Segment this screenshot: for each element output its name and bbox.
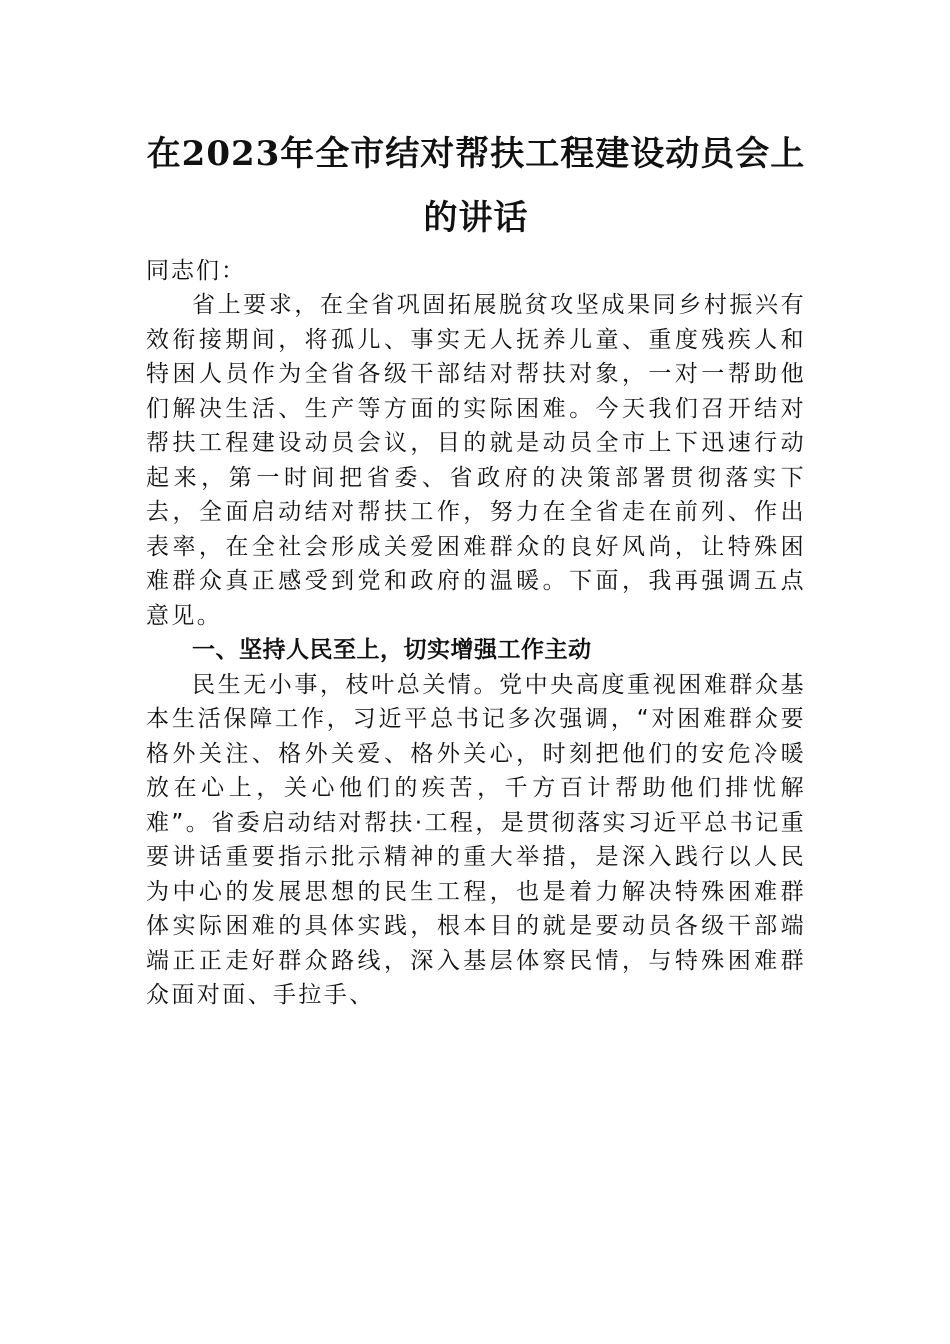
title-line-1: 在2023年全市结对帮扶工程建设动员会上 (146, 134, 806, 174)
document-title (146, 122, 806, 250)
document-body (146, 122, 806, 1013)
intro-paragraph: 省上要求，在全省巩固拓展脱贫攻坚成果同乡村振兴有效衔接期间，将孤儿、事实无人抚养儿童、重度残疾人和特困人员作为全省各级干部结对帮扶对象，一对一帮助他们解决生活、生产等方面的实际困难。今天我们召开结对帮扶工程建设动员会议，目的就是动员全市上下迅速行动起来，第一时间把省委、省政府的决策部署贯彻落实下去，全面启动结对帮扶工作，努力在全省走在前列、作出表率，在全社会形成关爱困难群众的良好风尚，让特殊困难群众真正感受到党和政府的温暖。下面，我再强调五点意见。 (146, 292, 806, 629)
salutation: 同志们： (146, 258, 246, 284)
title-line-2: 的讲话 (423, 198, 529, 238)
section-1-paragraph: 民生无小事，枝叶总关情。党中央高度重视困难群众基本生活保障工作，习近平总书记多次强调，“对困难群众要格外关注、格外关爱、格外关心，时刻把他们的安危冷暖放在心上，关心他们的疾苦，千方百计帮助他们排忧解难”。省委启动结对帮扶·工程，是贯彻落实习近平总书记重要讲话重要指示批示精神的重大举措，是深入践行以人民为中心的发展思想的民生工程，也是着力解决特殊困难群体实际困难的具体实践，根本目的就是要动员各级干部端端正正走好群众路线，深入基层体察民情，与特殊困难群众面对面、手拉手、 (146, 671, 806, 1008)
section-heading-1: 一、坚持人民至上，切实增强工作主动 (192, 637, 592, 663)
